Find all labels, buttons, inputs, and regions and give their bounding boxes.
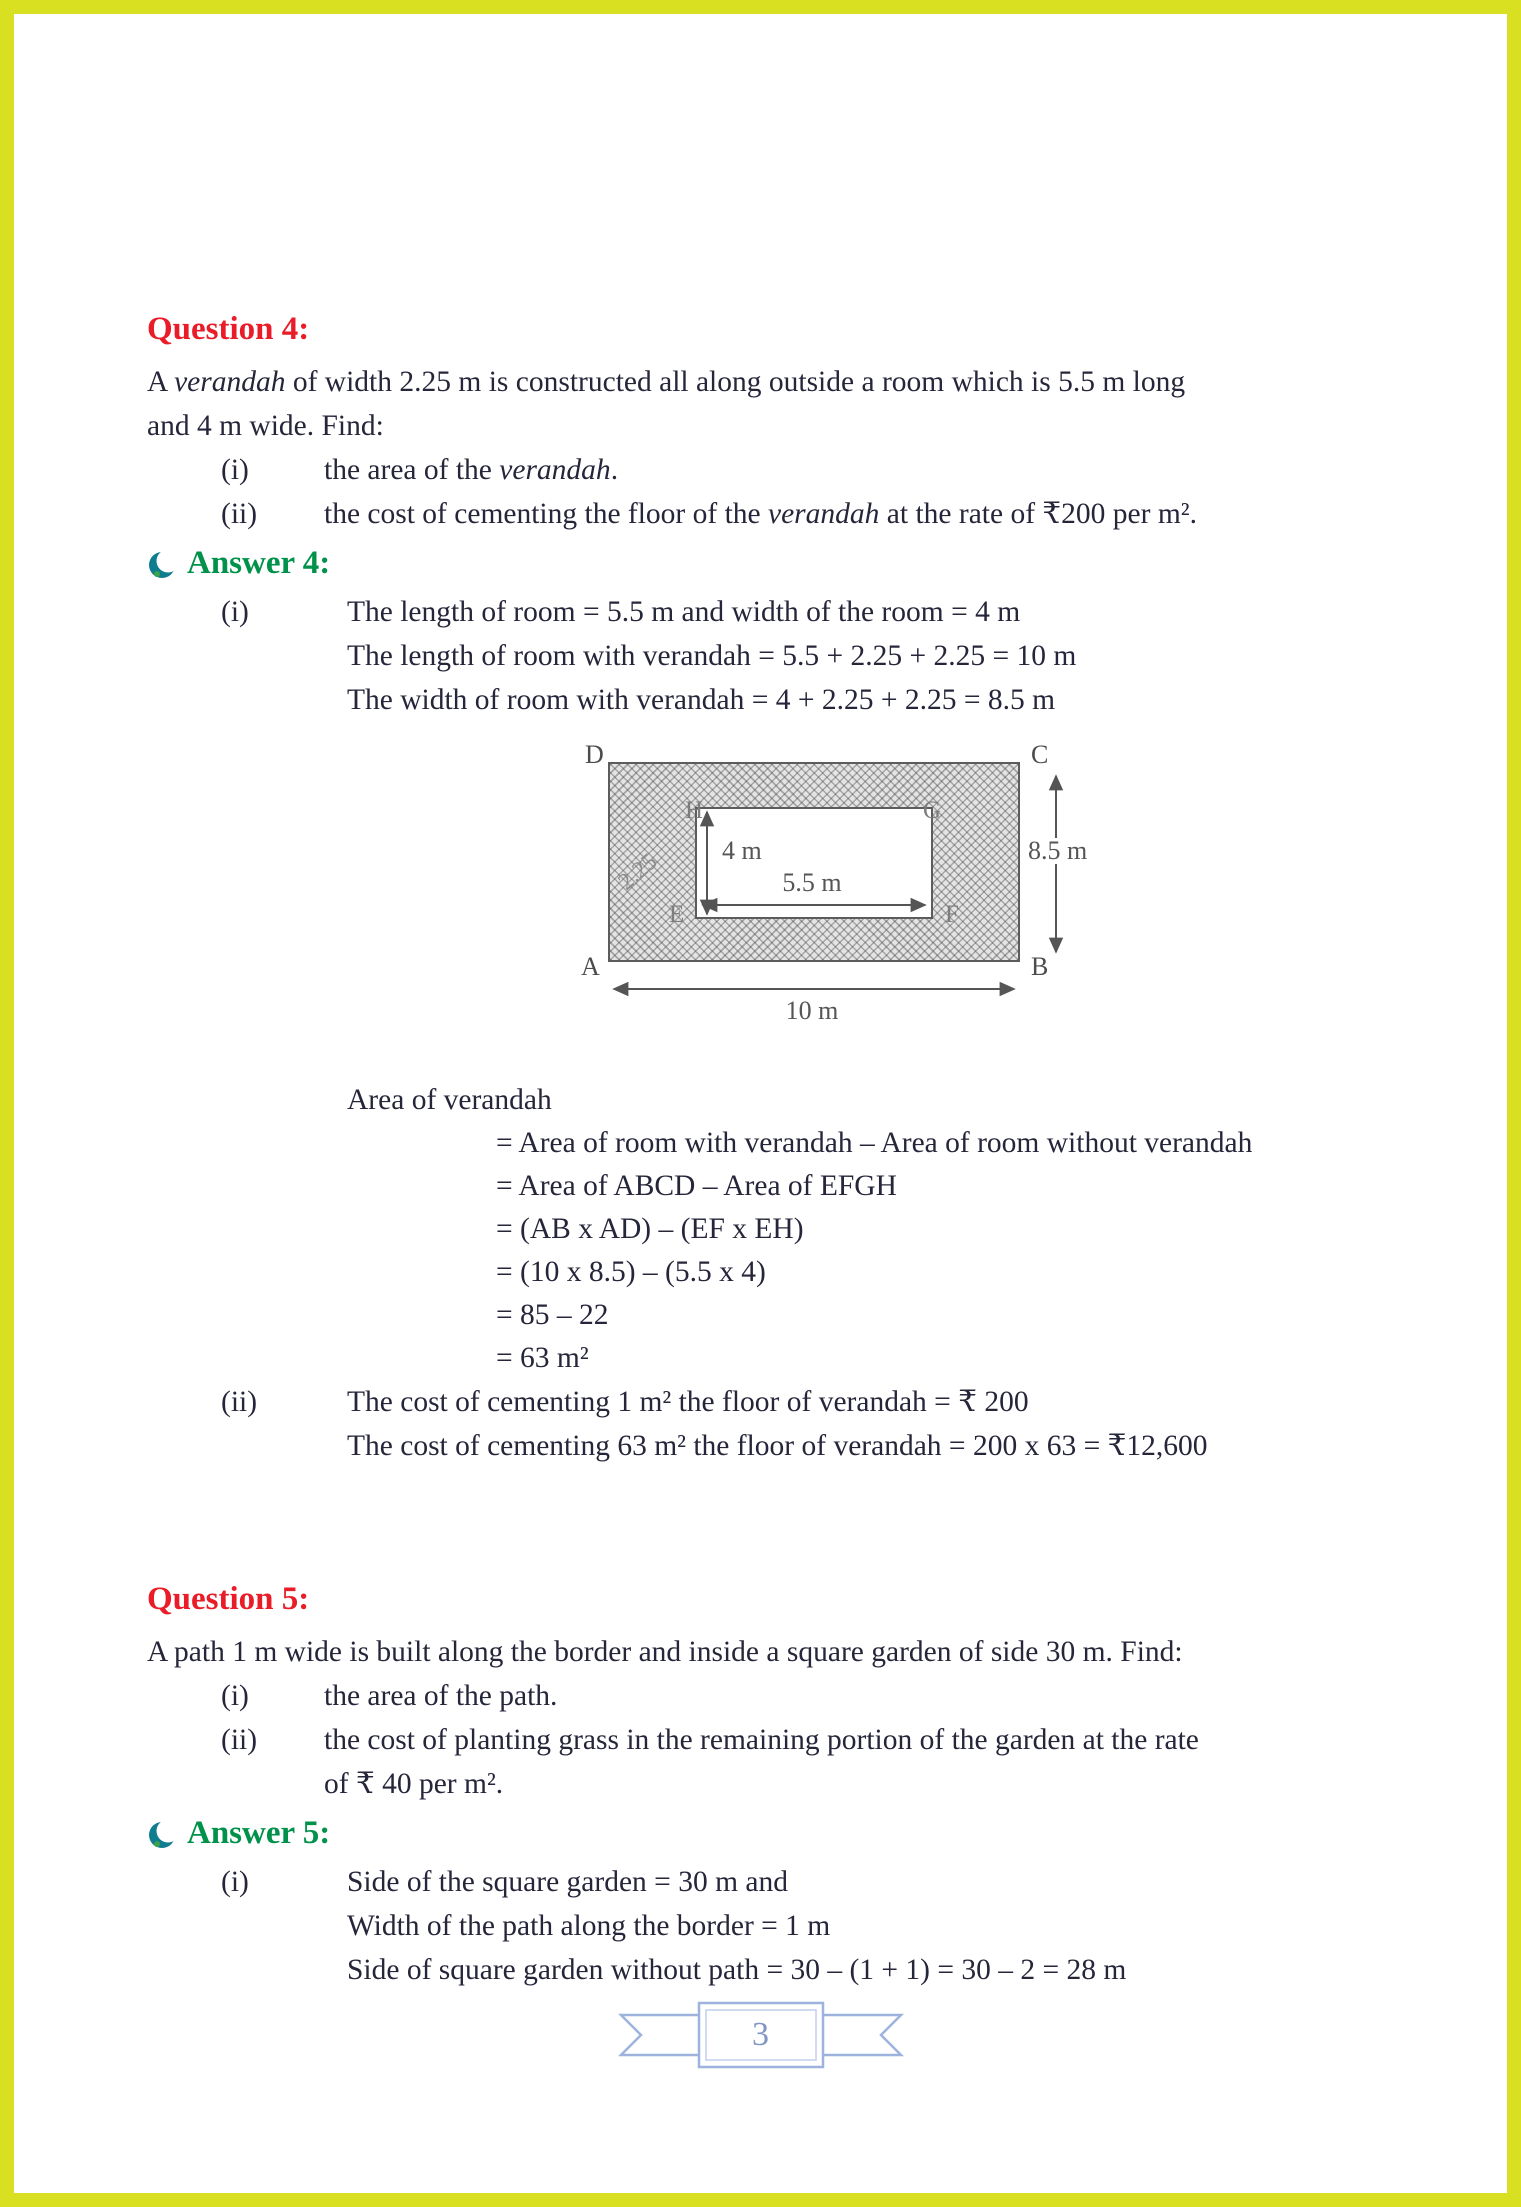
corner-label-B: B xyxy=(1031,952,1049,981)
answer-4-heading xyxy=(147,540,1402,586)
item-text xyxy=(324,492,1402,536)
answer-line: Side of the square garden = 30 m and xyxy=(347,1866,788,1898)
item-text-part: at the rate of ₹200 per m². xyxy=(879,498,1198,530)
dimension-10m: 10 m xyxy=(785,996,839,1025)
page-content xyxy=(147,306,1402,1992)
question-4-item-i xyxy=(147,448,1402,492)
page-number: 3 xyxy=(752,2016,769,2053)
answer-line: The width of room with verandah = 4 + 2.25 + 2.25 = 8.5 m xyxy=(347,684,1056,716)
page-number-banner xyxy=(14,1999,1507,2079)
question-4-item-ii xyxy=(147,492,1402,536)
answer-5-part-i xyxy=(147,1860,1402,1992)
question-4-intro-line-2: and 4 m wide. Find: xyxy=(147,410,384,442)
answer-4-part-ii-lines xyxy=(347,1380,1402,1468)
question-5-item-i xyxy=(147,1674,1402,1718)
answer-line: The length of room = 5.5 m and width of the room = 4 m xyxy=(347,596,1021,628)
intro-text: A xyxy=(147,366,175,398)
inner-label-E: E xyxy=(669,901,685,928)
item-text: the area of the path. xyxy=(324,1680,558,1712)
item-text-part: the cost of cementing the floor of the xyxy=(324,498,768,530)
inner-label-H: H xyxy=(685,797,704,824)
equation-line: = 63 m² xyxy=(496,1342,589,1374)
answer-line: The length of room with verandah = 5.5 + 2.25 + 2.25 = 10 m xyxy=(347,640,1077,672)
answer-5-heading xyxy=(147,1810,1402,1856)
item-label: (i) xyxy=(221,1680,249,1712)
item-label: (ii) xyxy=(221,1724,258,1756)
intro-text: of width 2.25 m is constructed all along outside a room which is 5.5 m long xyxy=(285,366,1186,398)
equation-line: = 85 – 22 xyxy=(496,1299,609,1331)
dimension-8-5m: 8.5 m xyxy=(1025,838,1090,864)
area-equations xyxy=(496,1122,1402,1380)
inner-label-G: G xyxy=(923,797,942,824)
answer-line: Side of square garden without path = 30 – (1 + 1) = 30 – 2 = 28 m xyxy=(347,1954,1127,1986)
item-text-line-1: the cost of planting grass in the remaining portion of the garden at the rate xyxy=(324,1724,1199,1756)
answer-5-title: Answer 5: xyxy=(187,1815,331,1851)
answer-4-title: Answer 4: xyxy=(187,545,331,581)
question-5-heading: Question 5: xyxy=(147,1581,310,1617)
answer-4-part-i-lines xyxy=(347,590,1402,722)
answer-5-part-i-lines xyxy=(347,1860,1402,1992)
item-text-part: the area of the xyxy=(324,454,500,486)
equation-line: = (AB x AD) – (EF x EH) xyxy=(496,1213,804,1245)
item-text-line-2: of ₹ 40 per m². xyxy=(324,1768,504,1800)
item-text xyxy=(324,1718,1402,1806)
question-4-heading: Question 4: xyxy=(147,311,310,347)
answer-part-label: (i) xyxy=(221,596,249,628)
dimension-2-25: 2.25 xyxy=(613,848,663,896)
inner-label-F: F xyxy=(945,901,959,928)
answer-line: The cost of cementing 1 m² the floor of verandah = ₹ 200 xyxy=(347,1386,1029,1418)
corner-label-A: A xyxy=(581,952,600,981)
question-5-intro: A path 1 m wide is built along the border and inside a square garden of side 30 m. Find: xyxy=(147,1636,1183,1668)
item-text xyxy=(324,448,1402,492)
intro-italic-word: verandah xyxy=(174,366,286,398)
answer-line: Width of the path along the border = 1 m xyxy=(347,1910,831,1942)
item-text-part: . xyxy=(610,454,619,486)
brand-logo-icon xyxy=(147,1818,181,1852)
equation-line: = Area of room with verandah – Area of room without verandah xyxy=(496,1127,1253,1159)
item-italic-word: verandah xyxy=(499,454,611,486)
question-5-item-ii xyxy=(147,1718,1402,1806)
dimension-4m: 4 m xyxy=(719,838,765,864)
area-of-verandah-title: Area of verandah xyxy=(347,1084,552,1116)
answer-4-part-i xyxy=(147,590,1402,722)
corner-label-D: D xyxy=(585,740,604,769)
verandah-diagram xyxy=(147,742,1402,1072)
item-label: (i) xyxy=(221,454,249,486)
equation-line: = Area of ABCD – Area of EFGH xyxy=(496,1170,897,1202)
ribbon-icon xyxy=(611,1999,911,2079)
corner-label-C: C xyxy=(1031,740,1049,769)
item-italic-word: verandah xyxy=(768,498,880,530)
question-4-intro xyxy=(147,360,1402,448)
answer-part-label: (ii) xyxy=(221,1386,258,1418)
item-label: (ii) xyxy=(221,498,258,530)
answer-4-part-ii xyxy=(147,1380,1402,1468)
question-4-intro-line-1 xyxy=(147,360,1402,404)
answer-line: The cost of cementing 63 m² the floor of verandah = 200 x 63 = ₹12,600 xyxy=(347,1430,1208,1462)
brand-logo-icon xyxy=(147,548,181,582)
equation-line: = (10 x 8.5) – (5.5 x 4) xyxy=(496,1256,766,1288)
answer-part-label: (i) xyxy=(221,1866,249,1898)
dimension-5-5m: 5.5 m xyxy=(782,868,842,897)
